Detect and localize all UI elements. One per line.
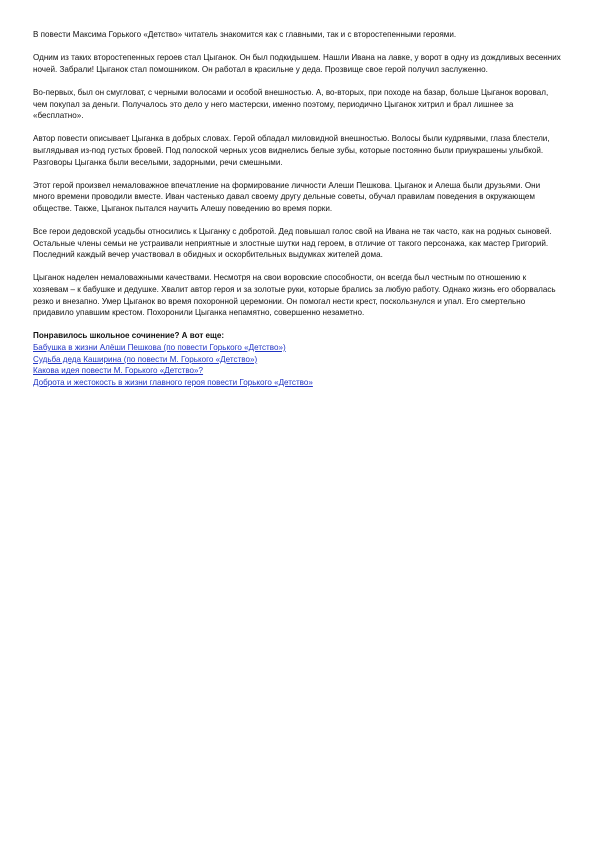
related-essay-link-grandfather[interactable]: Судьба деда Каширина (по повести М. Горького «Детство») xyxy=(33,354,258,364)
related-essay-link-idea[interactable]: Какова идея повести М. Горького «Детство»? xyxy=(33,366,204,376)
list-item xyxy=(33,365,563,377)
intro-paragraph: В повести Максима Горького «Детство» читатель знакомится как с главными, так и с второстепенными героями. xyxy=(33,30,457,39)
related-essays-heading: Понравилось школьное сочинение? А вот еще: xyxy=(33,331,225,341)
list-item xyxy=(33,342,563,354)
related-essay-link-kindness[interactable]: Доброта и жестокость в жизни главного героя повести Горького «Детство» xyxy=(33,377,313,387)
list-item xyxy=(33,377,563,389)
friendship-paragraph: Этот герой произвел немаловажное впечатление на формирование личности Алеши Пешкова. Цыганок и Алеша были друзьями. Они много времени проводили вместе. Иван частенько давал своему другу дельные советы, обучал правилам поведения в окружающем обществе. Также, Цыганок пытался научить Алешу поведению во время порки. xyxy=(33,180,541,213)
document-page xyxy=(33,29,563,388)
list-item xyxy=(33,354,563,366)
origin-paragraph: Одним из таких второстепенных героев стал Цыганок. Он был подкидышем. Нашли Ивана на лавке, у ворот в одну из дождливых весенних ночей. Забрали! Цыганок стал помошником. Он работал в красильне у деда. Прозвище свое герой получил заслуженно. xyxy=(33,53,561,74)
qualities-paragraph: Цыганок наделен немаловажными качествами. Несмотря на свои воровские способности, он всегда был честным по отношению к хозяевам – к бабушке и дедушке. Хвалит автор героя и за золотые руки, которые брались за любую работу. Однако жизнь его оборвалась резко и внезапно. Умер Цыганок во время похоронной церемонии. Он помогал нести крест, поскользнулся и упал. Его смертельно придавило упавшим крестом. Похоронили Цыганка непамятно, совершенно незаметно. xyxy=(33,273,556,318)
family-attitude-paragraph: Все герои дедовской усадьбы относились к Цыганку с добротой. Дед повышал голос свой на Ивана не так часто, как на родных сыновей. Остальные члены семьи не устраивали неприятные и злостные шутки над героем, в отличие от такого персонажа, как мастер Григорий. Последний каждый вечер участвовал в обидных и оскорбительных выдумках жителей дома. xyxy=(33,227,552,260)
appearance-paragraph: Автор повести описывает Цыганка в добрых словах. Герой обладал миловидной внешностью. Волосы были кудрявыми, глаза блестели, выглядывая из-под густых бровей. Под полоской черных усов виднелись белые зубы, которые постоянно были приукрашены улыбкой. Разговоры Цыганка были веселыми, задорными, речи смешными. xyxy=(33,134,550,167)
related-essays-section xyxy=(33,330,563,388)
nickname-paragraph: Во-первых, был он смугловат, с черными волосами и особой внешностью. А, во-вторых, при походе на базар, больше Цыганок воровал, чем покупал за деньги. Получалось это дело у него мастерски, именно поэтому, периодично Цыганок хитрил и брал лишнее за «бесплатно». xyxy=(33,87,549,121)
related-essays-list xyxy=(33,342,563,388)
related-essay-link-grandmother[interactable]: Бабушка в жизни Алёши Пешкова (по повести Горького «Детство») xyxy=(33,343,286,353)
